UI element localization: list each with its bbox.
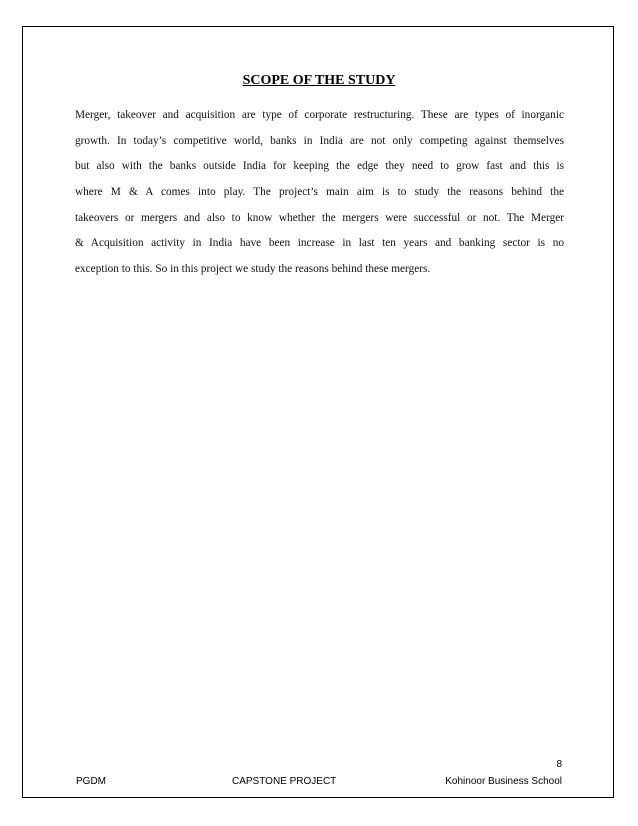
paragraph-line: where M & A comes into play. The project’s main aim is to study the reasons behind the (75, 186, 564, 199)
paragraph-line: growth. In today’s competitive world, banks in India are not only competing against themselves (75, 134, 564, 147)
body-paragraph (75, 108, 564, 288)
footer-project: CAPSTONE PROJECT (232, 776, 337, 787)
paragraph-line: Merger, takeover and acquisition are type of corporate restructuring. These are types of inorganic (75, 109, 564, 121)
paragraph-line: exception to this. So in this project we study the reasons behind these mergers. (75, 263, 431, 276)
footer-school: Kohinoor Business School (445, 776, 562, 787)
page-title (0, 73, 638, 89)
paragraph-line: takeovers or mergers and also to know whether the mergers were successful or not. The Merger (75, 211, 564, 224)
paragraph-line: & Acquisition activity in India have been increase in last ten years and banking sector is no (75, 237, 564, 250)
page-title-text: SCOPE OF THE STUDY (242, 73, 396, 88)
page-number: 8 (556, 759, 562, 770)
footer-program: PGDM (76, 776, 106, 787)
paragraph-line: but also with the banks outside India for keeping the edge they need to grow fast and this is (75, 160, 564, 173)
